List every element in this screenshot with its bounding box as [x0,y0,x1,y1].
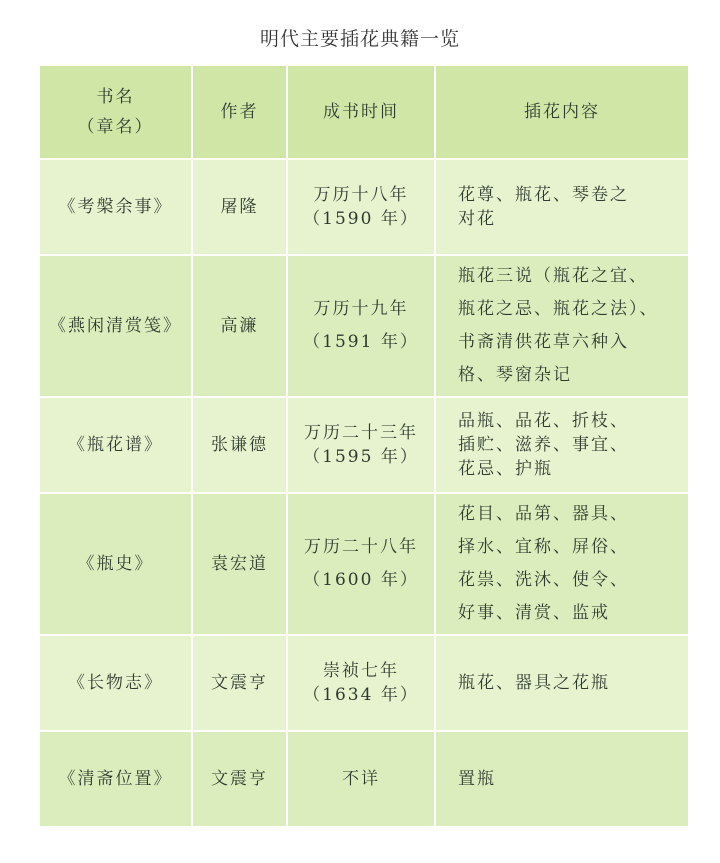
content-line: 插贮、滋养、事宜、 [458,435,629,455]
content-cell [435,397,689,493]
time-line1: 万历二十八年 [304,537,418,557]
time-cell [287,255,435,397]
content-line: 花忌、护瓶 [458,459,553,479]
time-cell [287,635,435,731]
author-cell: 屠隆 [192,159,287,255]
table-row [39,731,689,827]
time-line2: （1595 年） [303,447,419,467]
content-line: 花尊、瓶花、琴卷之 [458,185,629,205]
book-cell: 《清斋位置》 [39,731,192,827]
time-line1: 万历十八年 [313,185,409,205]
table-row [39,635,689,731]
time-cell [287,493,435,635]
content-line: 格、琴窗杂记 [458,365,572,385]
content-cell [435,493,689,635]
author-cell: 高濂 [192,255,287,397]
content-cell [435,159,689,255]
header-book-name-line2: （章名） [77,117,154,137]
time-line2: （1600 年） [303,570,419,590]
author-cell: 文震亨 [192,635,287,731]
header-row [39,65,689,159]
content-line: 书斋清供花草六种入 [458,332,629,352]
content-cell [435,635,689,731]
time-cell: 不详 [287,731,435,827]
book-cell: 《瓶花谱》 [39,397,192,493]
table-row [39,397,689,493]
content-line: 对花 [458,209,496,229]
header-content: 插花内容 [435,65,689,159]
time-cell [287,397,435,493]
book-cell: 《燕闲清赏笺》 [39,255,192,397]
content-line: 花目、品第、器具、 [458,504,629,524]
content-line: 置瓶 [458,769,496,789]
content-cell [435,255,689,397]
time-line2: （1634 年） [303,685,419,705]
table-row [39,493,689,635]
header-book-name [39,65,192,159]
content-line: 择水、宜称、屏俗、 [458,537,629,557]
ikebana-classics-table [38,64,690,828]
table-row [39,255,689,397]
time-line2: （1590 年） [303,209,419,229]
header-book-name-line1: 书名 [96,87,135,107]
time-line1: 万历二十三年 [304,423,418,443]
book-cell: 《考槃余事》 [39,159,192,255]
content-line: 花祟、洗沐、使令、 [458,570,629,590]
content-cell [435,731,689,827]
content-line: 瓶花之忌、瓶花之法）、 [458,299,659,319]
content-line: 瓶花、器具之花瓶 [458,673,610,693]
author-cell: 文震亨 [192,731,287,827]
header-time: 成书时间 [287,65,435,159]
time-cell [287,159,435,255]
header-author: 作者 [192,65,287,159]
time-line2: （1591 年） [303,332,419,352]
book-cell: 《长物志》 [39,635,192,731]
content-line: 好事、清赏、监戒 [458,603,610,623]
author-cell: 张谦德 [192,397,287,493]
time-line1: 万历十九年 [313,299,409,319]
author-cell: 袁宏道 [192,493,287,635]
book-cell: 《瓶史》 [39,493,192,635]
table-title: 明代主要插花典籍一览 [259,28,460,50]
time-line1: 崇祯七年 [323,661,399,681]
table-row [39,159,689,255]
content-line: 瓶花三说（瓶花之宜、 [458,266,648,286]
content-line: 品瓶、品花、折枝、 [458,411,629,431]
